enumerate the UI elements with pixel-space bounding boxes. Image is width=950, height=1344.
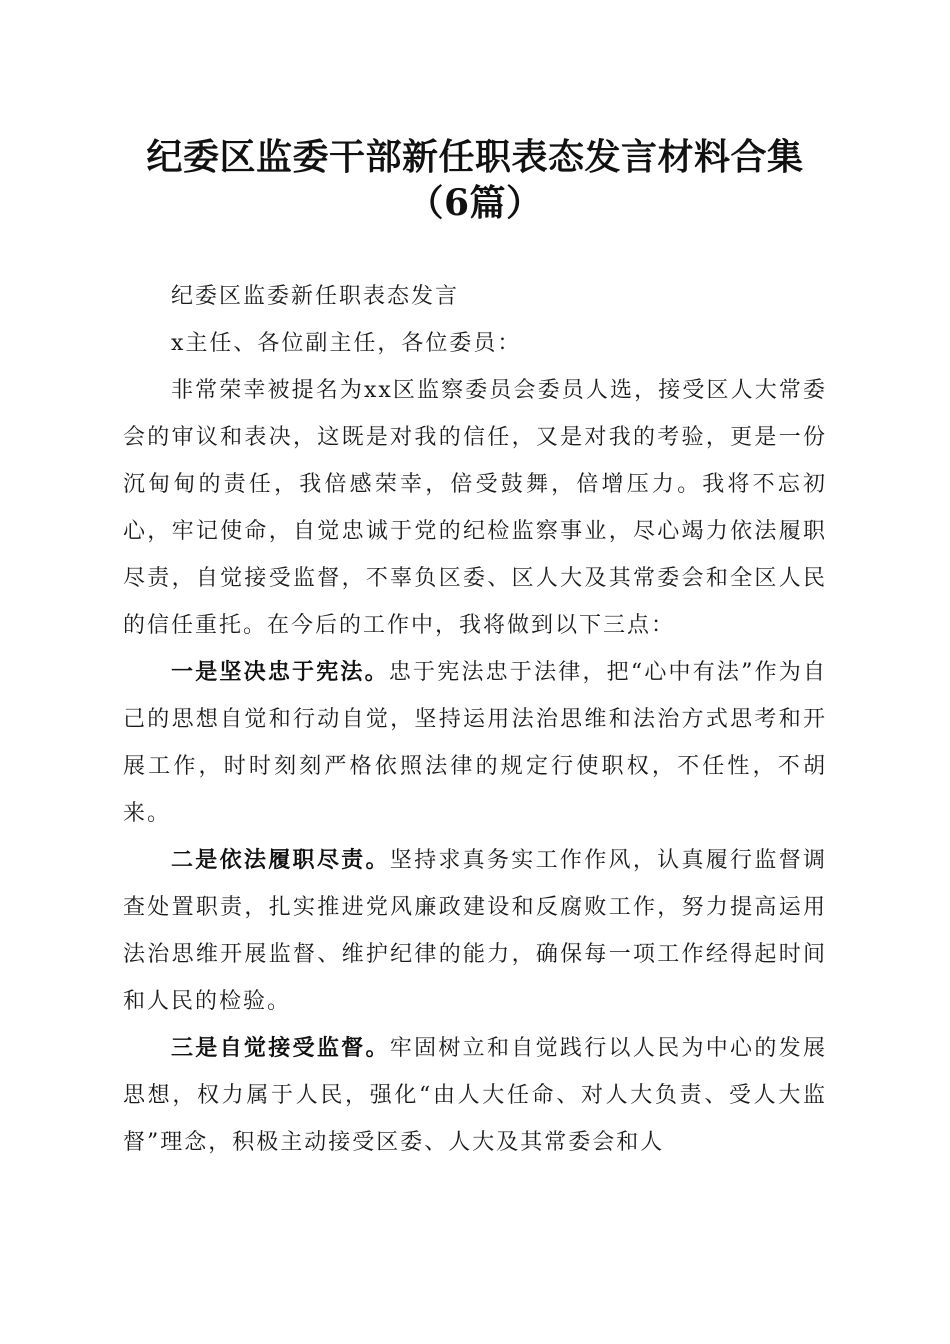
- salutation: x主任、各位副主任，各位委员：: [171, 331, 522, 356]
- point-text-1: 忠于宪法忠于法律，把“心中有法”作为自己的思想自觉和行动自觉，坚持运用法治思维和法治方式思考和开展工作，时时刻刻严格依照法律的规定行使职权，不任性，不胡来。: [123, 660, 827, 826]
- point-text-3: 牢固树立和自觉践行以人民为中心的发展思想，权力属于人民，强化“由人大任命、对人大负责、受人大监督”理念，积极主动接受区委、人大及其常委会和人: [123, 1036, 827, 1155]
- speech-subtitle: 纪委区监委新任职表态发言: [171, 284, 460, 309]
- intro-paragraph: 非常荣幸被提名为xx区监察委员会委员人选，接受区人大常委会的审议和表决，这既是对我的信任，又是对我的考验，更是一份沉甸甸的责任，我倍感荣幸，倍受鼓舞，倍增压力。我将不忘初心，牢记使命，自觉忠诚于党的纪检监察事业，尽心竭力依法履职尽责，自觉接受监督，不辜负区委、区人大及其常委会和全区人民的信任重托。在今后的工作中，我将做到以下三点：: [123, 378, 827, 638]
- point-paragraph-2: [123, 837, 827, 1025]
- point-paragraph-3: [123, 1025, 827, 1166]
- point-lead-1: 一是坚决忠于宪法。: [171, 659, 389, 685]
- document-title: 纪委区监委干部新任职表态发言材料合集（6篇）: [146, 136, 804, 224]
- point-lead-2: 二是依法履职尽责。: [171, 847, 390, 873]
- point-text-2: 坚持求真务实工作作风，认真履行监督调查处置职责，扎实推进党风廉政建设和反腐败工作，努力提高运用法治思维开展监督、维护纪律的能力，确保每一项工作经得起时间和人民的检验。: [123, 848, 827, 1014]
- point-paragraph-1: [123, 649, 827, 837]
- point-lead-3: 三是自觉接受监督。: [171, 1035, 390, 1061]
- document-body: [123, 273, 827, 1166]
